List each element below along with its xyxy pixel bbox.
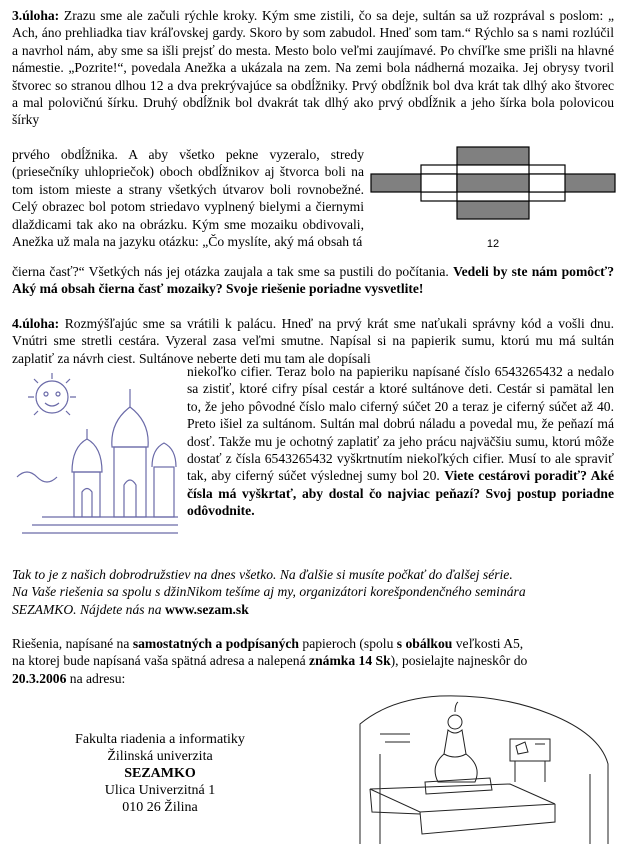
submit-text-6: na adresu: <box>69 670 126 686</box>
closing-paragraph <box>12 566 614 618</box>
task4-question: Viete cestárovi poradiť? Aké čísla má vyškrtať, aby dostal čo najviac peňazí? Svoj postup poriadne odôvodnite. <box>187 468 614 519</box>
task3-question: Vedeli by ste nám pomôcť? Aký má obsah čierna časť mozaiky? Svoje riešenie poriadne vysvetlite! <box>12 264 615 297</box>
task4-intro: Rozmýšľajúc sme sa vrátili k palácu. Hneď na prvý krát sme naťukali správny kód a vošli dnu. Vnútri sme stretli cestára. Vyzeral zasa veľmi smutne. Napísal si na papierik sumu, ktorú mu má sultán zaplatiť za návrh ciest. Sultánove neberte deti mu tam ale dopísali <box>12 316 615 366</box>
submit-text-3: veľkosti A5, <box>455 636 524 651</box>
closing-line-3: SEZAMKO. Nájdete nás na <box>12 601 162 617</box>
task4-body <box>187 363 614 520</box>
task4-body-text: niekoľko cifier. Teraz bolo na papieriku napísané číslo 6543265432 a nedalo sa zistiť, ktoré cifry písal cestár a ktoré sultánove deti. Cestár si pamätal len to, že jeho pôvodné číslo malo ciferný súčet 20 a teraz je ciferný súčet až 40. Preto išiel za sultánom. Sultán mal dobrú náladu a povedal mu, že peňazí má dosť. Takže mu je ochotný zaplatiť za jeho prácu najväčšiu sumu, ktorú môže dostať z čísla 6543265432 vyškrtnutím niekoľkých cifier. Musí to ale spraviť tak, aby ciferný súčet výslednej sumy bol 20. <box>187 364 614 484</box>
palace-drawing <box>12 367 182 537</box>
task3-wrap-text: prvého obdĺžnika. A aby všetko pekne vyzeralo, stredy (priesečníky uhlopriečok) oboch obdĺžnikov aj štvorca boli na tom istom mieste a strany všetkých útvarov boli rovnobežné. Celý obrazec bol potom striedavo vyplnený bielymi a čiernymi dlaždicami tak ako na obrázku. Kým sme mozaiku obdivovali, Anežka už mala na jazyku otázku: „Čo myslíte, aký má obsah tá <box>12 147 364 250</box>
closing-line-2: Na Vaše riešenia sa spolu s džinNikom tešíme aj my, organizátori korešpondenčného seminára <box>12 584 526 600</box>
submit-text-2: papieroch (spolu <box>302 636 394 651</box>
address-line-4: Ulica Univerzitná 1 <box>104 783 216 798</box>
address-line-2: Žilinská univerzita <box>107 749 213 764</box>
submit-bold-3: známka 14 Sk <box>309 653 391 669</box>
submit-text-4: na ktorej bude napísaná vaša spätná adresa a nalepená <box>12 653 306 669</box>
submit-bold-2: s obálkou <box>396 636 453 651</box>
task3-paragraph <box>12 7 614 129</box>
mosaic-figure <box>368 145 618 253</box>
mosaic-dimension-label: 12 <box>486 238 500 250</box>
address-line-1: Fakulta riadenia a informatiky <box>75 732 245 747</box>
address-line-5: 010 26 Žilina <box>122 800 198 815</box>
genie-drawing <box>350 694 616 844</box>
submit-bold-1: samostatných a podpísaných <box>132 636 299 651</box>
task4-paragraph <box>12 315 614 367</box>
submission-paragraph <box>12 635 614 687</box>
submit-text-1: Riešenia, napísané na <box>12 636 130 651</box>
task3-label: 3.úloha: <box>12 8 60 23</box>
address-line-3: SEZAMKO <box>124 766 196 781</box>
task3-tail-text: čierna časť?“ Všetkých nás jej otázka zaujala a tak sme sa pustili do počítania. <box>12 264 449 279</box>
task4-label: 4.úloha: <box>12 316 60 331</box>
deadline: 20.3.2006 <box>12 670 67 686</box>
postal-address <box>40 731 280 816</box>
website-link[interactable]: www.sezam.sk <box>164 601 249 617</box>
submit-text-5: ), posielajte najneskôr do <box>390 653 528 669</box>
task3-tail <box>12 263 614 298</box>
closing-line-1: Tak to je z našich dobrodružstiev na dnes všetko. Na ďalšie si musíte počkať do ďalšej série. <box>12 567 513 582</box>
task3-intro: Zrazu sme ale začuli rýchle kroky. Kým sme zistili, čo sa deje, sultán sa už rozprával s poslom: „ Ach, áno prehliadka tiav kráľovskej gardy. Skoro by som zabudol. Hneď som tam.“ Rýchlo sa s nami rozlúčil a navrhol nám, aby sme sa išli prejsť do mesta. Mesto bolo veľmi zaujímavé. Po chvíľke sme prišli na hlavné námestie. „Pozrite!“, povedala Anežka a ukázala na zem. Na zemi bola nádherná mozaika. Jej obrysy tvoril štvorec so stranou dlhou 12 a dva prekrývajúce sa obdĺžniky. Prvý obdĺžnik bol dva krát tak dlhý ako štvorec a mal polovičnú šírku. Druhý obdĺžnik bol dvakrát tak dlhý ako prvý obdĺžnik a jeho šírka bola polovicou šírky <box>12 8 614 128</box>
